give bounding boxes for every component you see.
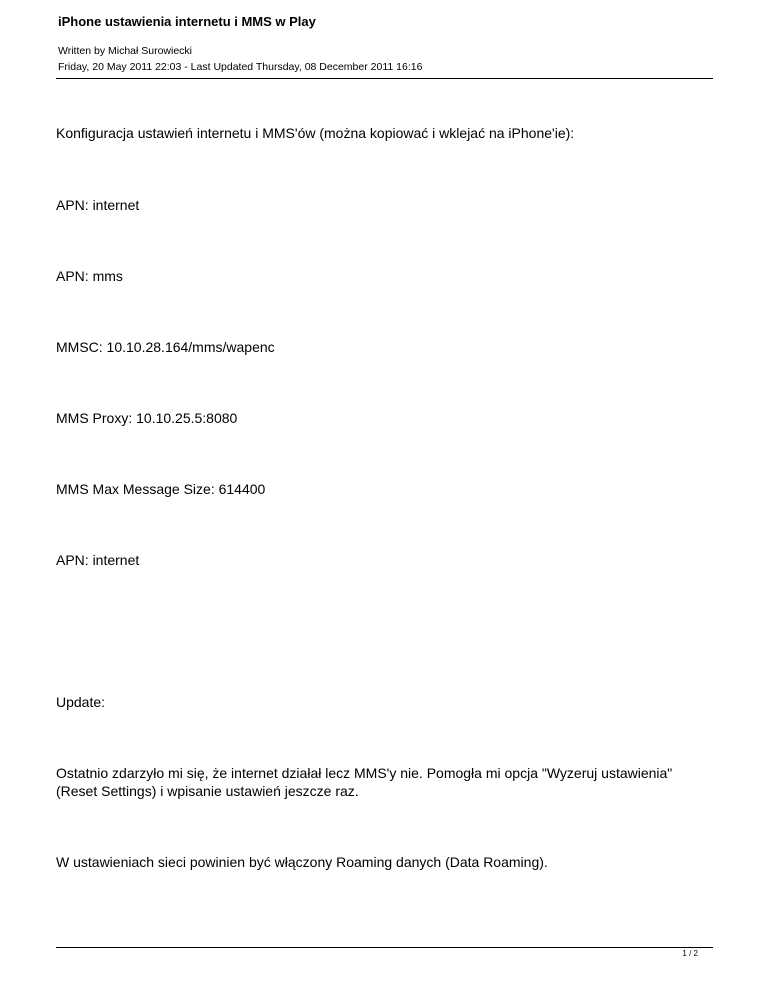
- footer-divider: [56, 947, 713, 948]
- author-line: Written by Michał Surowiecki: [58, 45, 193, 57]
- dates-line: Friday, 20 May 2011 22:03 - Last Updated Thursday, 08 December 2011 16:16: [58, 61, 423, 73]
- update-heading: Update:: [56, 694, 106, 710]
- header-divider: [56, 78, 713, 79]
- setting-apn-mms: APN: mms: [56, 268, 123, 284]
- intro-text: Konfiguracja ustawień internetu i MMS'ów (można kopiować i wklejać na iPhone'ie):: [56, 125, 575, 141]
- setting-apn-internet-2: APN: internet: [56, 552, 140, 568]
- setting-mmsc: MMSC: 10.10.28.164/mms/wapenc: [56, 339, 275, 355]
- setting-apn-internet: APN: internet: [56, 197, 140, 213]
- article-title: iPhone ustawienia internetu i MMS w Play: [58, 14, 316, 29]
- setting-mms-proxy: MMS Proxy: 10.10.25.5:8080: [56, 410, 238, 426]
- update-text: Ostatnio zdarzyło mi się, że internet działał lecz MMS'y nie. Pomogła mi opcja "Wyzeruj ustawienia" (Reset Settings) i wpisanie ustawień jeszcze raz.: [56, 765, 673, 799]
- page-number: 1 / 2: [682, 949, 698, 958]
- roaming-text: W ustawieniach sieci powinien być włączony Roaming danych (Data Roaming).: [56, 854, 548, 870]
- setting-mms-max-size: MMS Max Message Size: 614400: [56, 481, 266, 497]
